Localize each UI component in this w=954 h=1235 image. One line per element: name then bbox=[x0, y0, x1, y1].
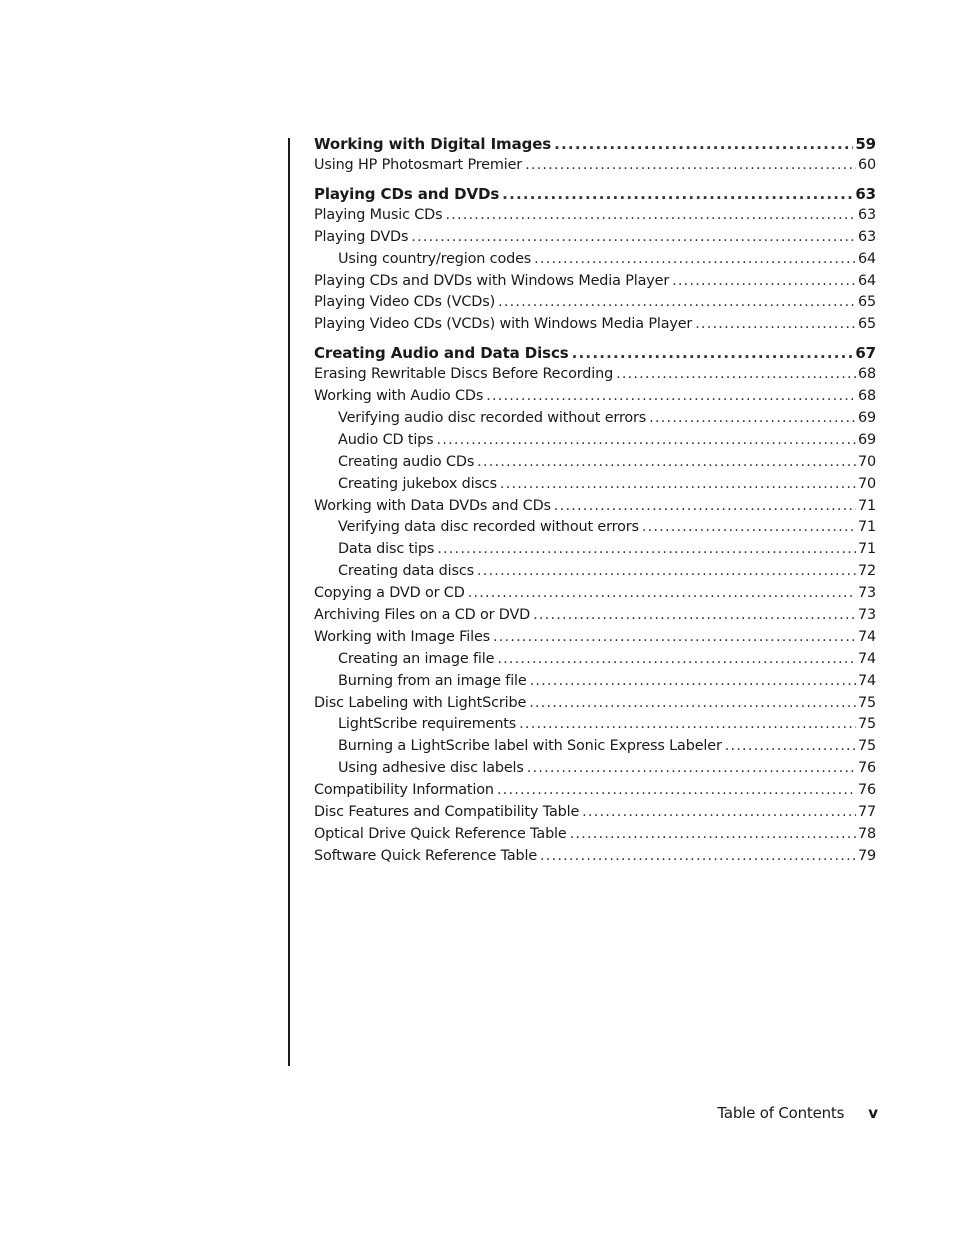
dot-leader bbox=[519, 714, 856, 736]
toc-entry-page: 59 bbox=[855, 135, 876, 153]
toc-entry-title: Working with Audio CDs bbox=[314, 388, 484, 405]
toc-entry[interactable] bbox=[314, 846, 876, 868]
toc-entry-page: 69 bbox=[857, 410, 876, 427]
dot-leader bbox=[445, 205, 856, 227]
dot-leader bbox=[616, 364, 856, 386]
toc-entry[interactable] bbox=[314, 780, 876, 802]
toc-entry[interactable] bbox=[314, 271, 876, 293]
toc-subentry[interactable] bbox=[314, 517, 876, 539]
toc-subentry[interactable] bbox=[314, 736, 876, 758]
dot-leader bbox=[540, 846, 856, 868]
toc-section-entry[interactable] bbox=[314, 342, 876, 364]
toc-entry-page: 70 bbox=[857, 475, 876, 492]
toc-entry-title: Using country/region codes bbox=[338, 250, 532, 267]
dot-leader bbox=[582, 802, 856, 824]
toc-entry-title: Software Quick Reference Table bbox=[314, 847, 538, 864]
dot-leader bbox=[533, 605, 856, 627]
toc-entry-page: 65 bbox=[857, 294, 876, 311]
toc-entry-title: Playing DVDs bbox=[314, 228, 409, 245]
dot-leader bbox=[411, 227, 856, 249]
toc-entry-title: Working with Data DVDs and CDs bbox=[314, 497, 551, 514]
toc-entry[interactable] bbox=[314, 364, 876, 386]
toc-entry-title: Burning a LightScribe label with Sonic Express Labeler bbox=[338, 738, 722, 755]
footer-label: Table of Contents bbox=[717, 1104, 845, 1122]
toc-entry-page: 74 bbox=[857, 628, 876, 645]
toc-entry[interactable] bbox=[314, 693, 876, 715]
toc-entry-title: Playing CDs and DVDs bbox=[314, 184, 500, 203]
toc-entry-page: 72 bbox=[857, 563, 876, 580]
toc-entry-page: 73 bbox=[857, 585, 876, 602]
toc-section-entry[interactable] bbox=[314, 133, 876, 155]
dot-leader bbox=[486, 386, 856, 408]
toc-entry-title: Data disc tips bbox=[338, 541, 435, 558]
toc-subentry[interactable] bbox=[314, 758, 876, 780]
dot-leader bbox=[502, 183, 853, 205]
dot-leader bbox=[570, 824, 856, 846]
toc-entry-page: 75 bbox=[857, 738, 876, 755]
toc-entry-page: 68 bbox=[857, 388, 876, 405]
toc-entry-title: Using adhesive disc labels bbox=[338, 760, 524, 777]
toc-entry-page: 63 bbox=[855, 184, 876, 203]
toc-section-entry[interactable] bbox=[314, 183, 876, 205]
dot-leader bbox=[497, 780, 856, 802]
table-of-contents bbox=[314, 133, 876, 868]
dot-leader bbox=[572, 342, 854, 364]
dot-leader bbox=[642, 517, 856, 539]
toc-entry-page: 60 bbox=[857, 157, 876, 173]
toc-entry-title: Copying a DVD or CD bbox=[314, 585, 465, 602]
toc-entry-page: 76 bbox=[857, 760, 876, 777]
toc-entry-title: Optical Drive Quick Reference Table bbox=[314, 825, 567, 842]
page-number: v bbox=[868, 1104, 878, 1122]
toc-entry-page: 77 bbox=[857, 804, 876, 821]
toc-entry-page: 73 bbox=[857, 607, 876, 624]
toc-entry-page: 65 bbox=[857, 316, 876, 333]
toc-entry-page: 70 bbox=[857, 453, 876, 470]
toc-entry-page: 63 bbox=[857, 228, 876, 245]
toc-entry[interactable] bbox=[314, 205, 876, 227]
toc-entry-page: 75 bbox=[857, 716, 876, 733]
dot-leader bbox=[554, 133, 853, 155]
toc-entry-page: 78 bbox=[857, 825, 876, 842]
dot-leader bbox=[672, 271, 856, 293]
dot-leader bbox=[468, 583, 856, 605]
dot-leader bbox=[493, 627, 856, 649]
dot-leader bbox=[527, 758, 856, 780]
toc-entry-title: Verifying audio disc recorded without errors bbox=[338, 410, 647, 427]
dot-leader bbox=[534, 249, 856, 271]
dot-leader bbox=[649, 408, 856, 430]
toc-entry-title: Audio CD tips bbox=[338, 431, 434, 448]
toc-entry-page: 75 bbox=[857, 694, 876, 711]
toc-entry-title: Playing Video CDs (VCDs) with Windows Media Player bbox=[314, 316, 693, 333]
toc-entry-title: Creating Audio and Data Discs bbox=[314, 344, 569, 363]
dot-leader bbox=[498, 292, 856, 314]
toc-entry-page: 79 bbox=[857, 847, 876, 864]
dot-leader bbox=[530, 671, 856, 693]
dot-leader bbox=[529, 693, 856, 715]
toc-entry[interactable] bbox=[314, 314, 876, 336]
toc-entry[interactable] bbox=[314, 155, 876, 177]
toc-entry-title: Burning from an image file bbox=[338, 672, 527, 689]
toc-subentry[interactable] bbox=[314, 561, 876, 583]
toc-entry[interactable] bbox=[314, 496, 876, 518]
dot-leader bbox=[477, 561, 856, 583]
dot-leader bbox=[525, 155, 856, 177]
toc-entry[interactable] bbox=[314, 583, 876, 605]
toc-entry-title: Playing Video CDs (VCDs) bbox=[314, 294, 496, 311]
toc-entry-title: LightScribe requirements bbox=[338, 716, 517, 733]
page-footer bbox=[717, 1104, 878, 1122]
dot-leader bbox=[477, 452, 856, 474]
toc-entry-page: 64 bbox=[857, 250, 876, 267]
toc-entry-page: 74 bbox=[857, 650, 876, 667]
toc-entry-title: Using HP Photosmart Premier bbox=[314, 157, 523, 173]
toc-entry-page: 76 bbox=[857, 782, 876, 799]
toc-entry-title: Working with Digital Images bbox=[314, 135, 552, 153]
toc-entry-title: Disc Features and Compatibility Table bbox=[314, 804, 580, 821]
toc-entry-page: 71 bbox=[857, 519, 876, 536]
toc-entry-title: Creating audio CDs bbox=[338, 453, 475, 470]
toc-entry-title: Working with Image Files bbox=[314, 628, 490, 645]
toc-subentry[interactable] bbox=[314, 714, 876, 736]
dot-leader bbox=[437, 539, 856, 561]
toc-entry-title: Playing CDs and DVDs with Windows Media Player bbox=[314, 272, 670, 289]
toc-entry-title: Creating an image file bbox=[338, 650, 495, 667]
toc-entry-title: Erasing Rewritable Discs Before Recording bbox=[314, 366, 614, 383]
toc-entry-page: 74 bbox=[857, 672, 876, 689]
toc-entry[interactable] bbox=[314, 292, 876, 314]
toc-entry-page: 71 bbox=[857, 541, 876, 558]
dot-leader bbox=[695, 314, 856, 336]
toc-entry-title: Playing Music CDs bbox=[314, 206, 443, 223]
toc-entry-title: Compatibility Information bbox=[314, 782, 494, 799]
toc-entry[interactable] bbox=[314, 386, 876, 408]
toc-entry-page: 69 bbox=[857, 431, 876, 448]
margin-rule bbox=[288, 138, 290, 1066]
toc-subentry[interactable] bbox=[314, 539, 876, 561]
toc-subentry[interactable] bbox=[314, 452, 876, 474]
toc-entry[interactable] bbox=[314, 627, 876, 649]
toc-entry-title: Disc Labeling with LightScribe bbox=[314, 694, 527, 711]
toc-entry[interactable] bbox=[314, 824, 876, 846]
toc-entry-page: 67 bbox=[855, 344, 876, 363]
toc-entry[interactable] bbox=[314, 227, 876, 249]
dot-leader bbox=[497, 649, 856, 671]
toc-subentry[interactable] bbox=[314, 474, 876, 496]
toc-subentry[interactable] bbox=[314, 649, 876, 671]
toc-entry-title: Creating jukebox discs bbox=[338, 475, 497, 492]
dot-leader bbox=[725, 736, 856, 758]
toc-entry-title: Creating data discs bbox=[338, 563, 474, 580]
toc-subentry[interactable] bbox=[314, 430, 876, 452]
toc-entry-page: 64 bbox=[857, 272, 876, 289]
toc-subentry[interactable] bbox=[314, 671, 876, 693]
toc-entry-title: Archiving Files on a CD or DVD bbox=[314, 607, 531, 624]
dot-leader bbox=[554, 496, 856, 518]
toc-entry-title: Verifying data disc recorded without errors bbox=[338, 519, 639, 536]
toc-entry-page: 71 bbox=[857, 497, 876, 514]
toc-entry[interactable] bbox=[314, 802, 876, 824]
toc-subentry[interactable] bbox=[314, 408, 876, 430]
toc-entry-page: 63 bbox=[857, 206, 876, 223]
dot-leader bbox=[500, 474, 856, 496]
dot-leader bbox=[437, 430, 856, 452]
toc-subentry[interactable] bbox=[314, 249, 876, 271]
toc-entry[interactable] bbox=[314, 605, 876, 627]
toc-entry-page: 68 bbox=[857, 366, 876, 383]
